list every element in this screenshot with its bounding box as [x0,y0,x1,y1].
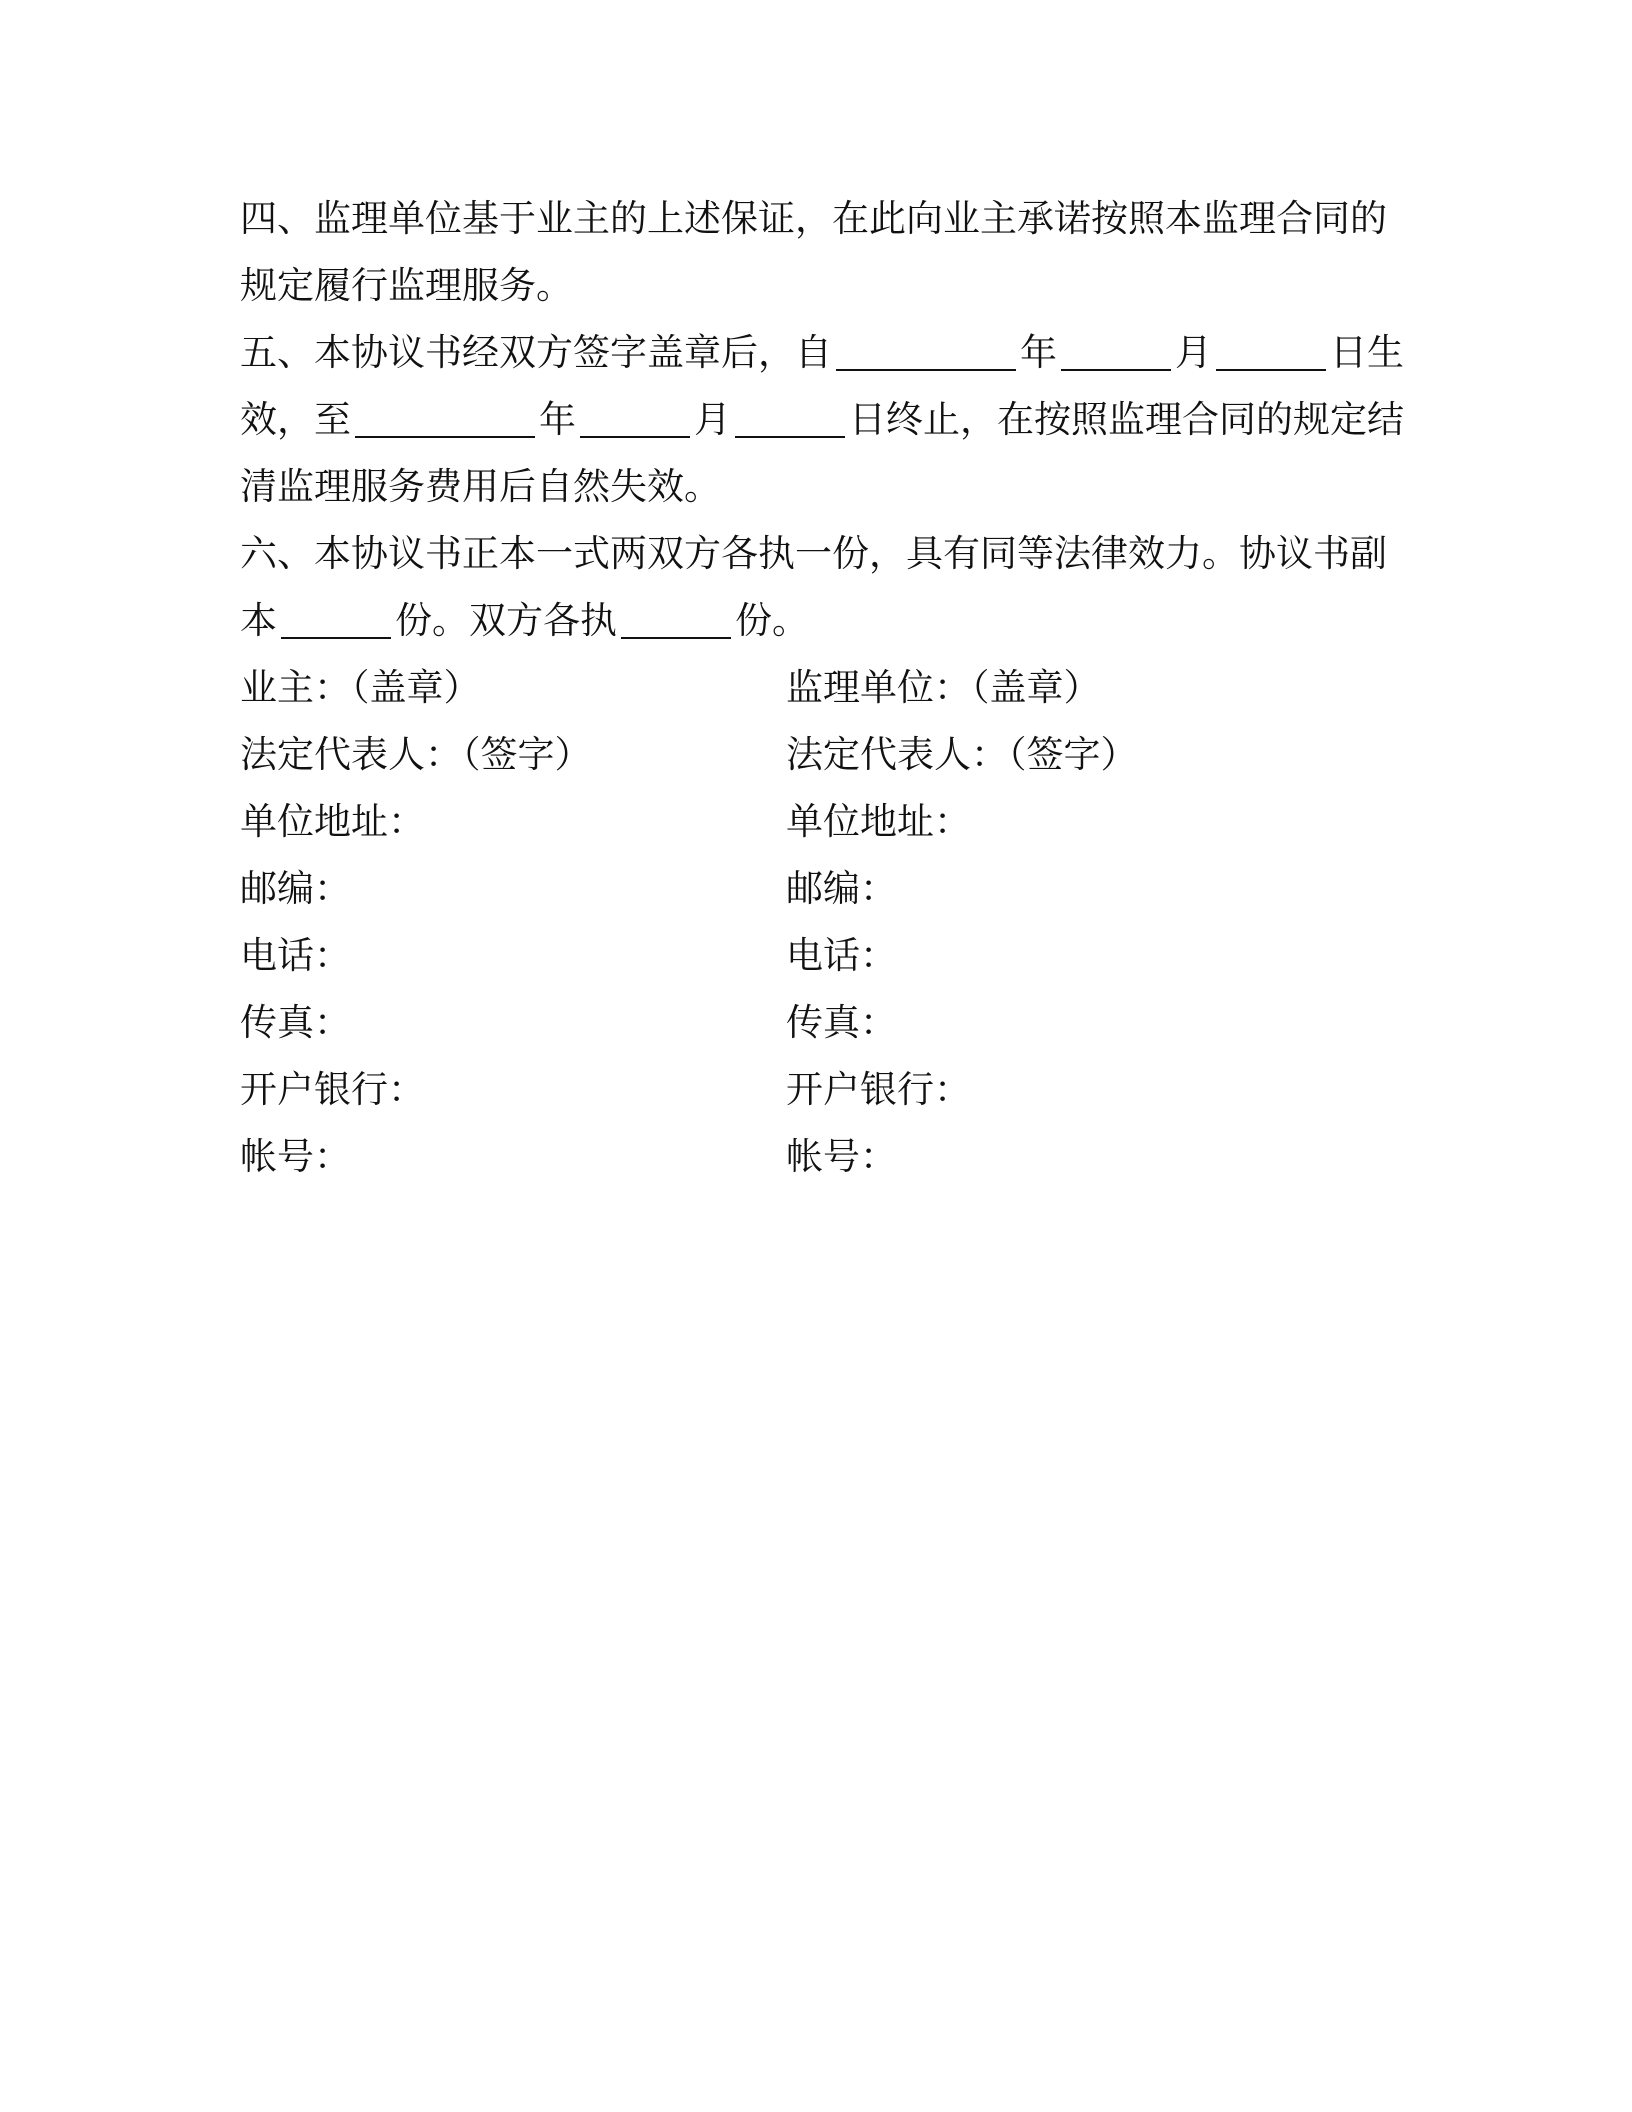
owner-fax-label: 传真： [240,1001,351,1044]
signature-row [240,1056,1390,1123]
start-month-label: 月 [1175,331,1212,374]
supervisor-address-label: 单位地址： [786,800,971,843]
clause-5-line-2 [240,386,1404,453]
clause-4-line-2: 规定履行监理服务。 [240,264,573,307]
owner-seal-label: 业主：（盖章） [240,666,481,709]
signature-row [240,1123,1390,1190]
supervisor-bank-label: 开户银行： [786,1068,971,1111]
signature-row [240,922,1390,989]
owner-postcode-label: 邮编： [240,867,351,910]
signature-row [240,989,1390,1056]
clause-6-line-2 [240,587,1390,654]
supervisor-account-label: 帐号： [786,1135,897,1178]
end-year-blank[interactable] [355,400,535,438]
each-unit: 份。 [735,599,809,642]
each-count-blank[interactable] [621,601,731,639]
end-month-label: 月 [694,398,731,441]
clause-5-line-2-suffix: 日终止，在按照监理合同的规定结 [849,398,1404,441]
owner-address-label: 单位地址： [240,800,425,843]
supervisor-seal-label: 监理单位：（盖章） [786,666,1101,709]
agreement-body [240,185,1404,1190]
clause-5-line-3: 清监理服务费用后自然失效。 [240,465,721,508]
start-day-label: 日生 [1330,331,1404,374]
signature-row [240,721,1390,788]
start-month-blank[interactable] [1061,333,1171,371]
clause-6-line-1: 六、本协议书正本一式两双方各执一份，具有同等法律效力。协议书副 [240,532,1387,575]
owner-legal-rep-label: 法定代表人：（签字） [240,733,592,776]
start-year-label: 年 [1020,331,1057,374]
owner-bank-label: 开户银行： [240,1068,425,1111]
signature-row [240,855,1390,922]
clause-5-line-1 [240,319,1404,386]
clause-5-prefix: 五、本协议书经双方签字盖章后，自 [240,331,832,374]
end-month-blank[interactable] [580,400,690,438]
clause-5-line-2-prefix: 效，至 [240,398,351,441]
clause-6-line-2-prefix: 本 [240,599,277,642]
supervisor-fax-label: 传真： [786,1001,897,1044]
end-day-blank[interactable] [735,400,845,438]
signature-row [240,654,1390,721]
start-day-blank[interactable] [1216,333,1326,371]
owner-phone-label: 电话： [240,934,351,977]
owner-account-label: 帐号： [240,1135,351,1178]
supervisor-phone-label: 电话： [786,934,897,977]
supervisor-legal-rep-label: 法定代表人：（签字） [786,733,1138,776]
start-year-blank[interactable] [836,333,1016,371]
copies-unit: 份。双方各执 [395,599,617,642]
clause-4-line-1: 四、监理单位基于业主的上述保证，在此向业主承诺按照本监理合同的 [240,197,1387,240]
end-year-label: 年 [539,398,576,441]
copies-count-blank[interactable] [281,601,391,639]
signature-row [240,788,1390,855]
supervisor-postcode-label: 邮编： [786,867,897,910]
